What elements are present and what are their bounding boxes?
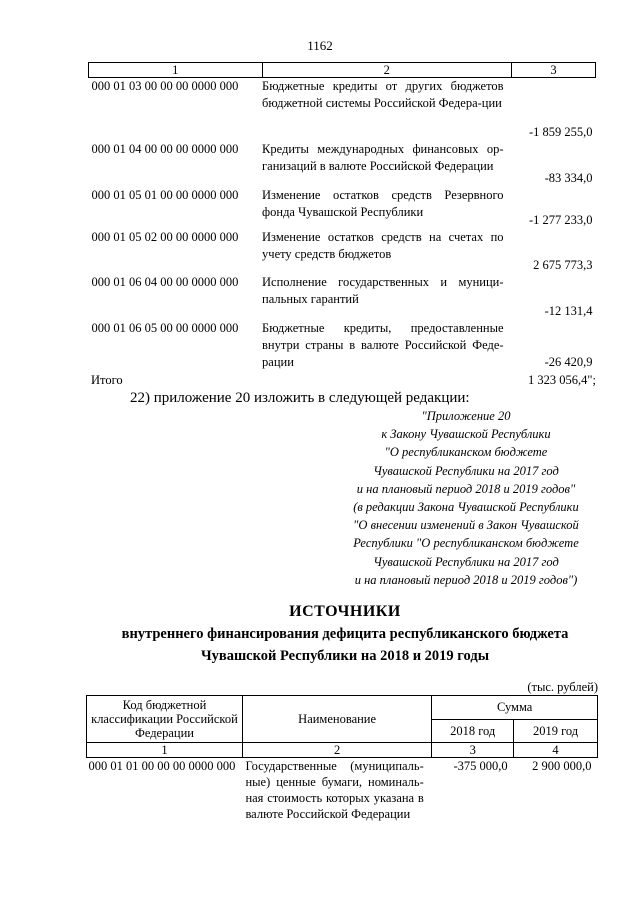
- table-row: [89, 78, 596, 141]
- budget-code: 000 01 06 04 00 00 0000 000: [91, 274, 239, 289]
- item-amount: -1 859 255,0: [528, 124, 593, 139]
- table-row: [89, 320, 596, 371]
- total-label: Итого: [91, 373, 123, 387]
- sources-header-row: [87, 696, 598, 720]
- header-sum: Сумма: [432, 696, 598, 720]
- table-row: [87, 758, 598, 823]
- amendment-instruction: 22) приложение 20 изложить в следующей редакции:: [130, 390, 470, 406]
- budget-code: 000 01 04 00 00 00 0000 000: [91, 141, 239, 156]
- item-name: Изменение остатков средств на счетах по учету средств бюджетов: [262, 229, 504, 261]
- appendix-line: "О внесении изменений в Закон Чувашской: [353, 518, 579, 533]
- header-year-2019: 2019 год: [514, 719, 598, 743]
- item-name: Кредиты международных финансовых ор-ганизаций в валюте Российской Федерации: [262, 141, 504, 173]
- budget-code: 000 01 05 02 00 00 0000 000: [91, 229, 239, 244]
- budget-code: 000 01 05 01 00 00 0000 000: [91, 187, 239, 202]
- appendix-line: Чувашской Республики на 2017 год: [373, 463, 559, 478]
- page-number: 1162: [307, 38, 333, 53]
- column-number-3: 3: [432, 743, 514, 758]
- appendix-line: Республики "О республиканском бюджете: [353, 536, 579, 551]
- amount-2019: 2 900 000,0: [532, 759, 592, 773]
- item-name: Исполнение государственных и муници-пальных гарантий: [262, 274, 504, 306]
- appendix-line: "Приложение 20: [421, 409, 511, 423]
- budget-code: 000 01 06 05 00 00 0000 000: [91, 320, 239, 335]
- appendix-line: к Закону Чувашской Республики: [381, 427, 551, 442]
- item-amount: -83 334,0: [544, 170, 593, 185]
- budget-code: 000 01 01 00 00 00 0000 000: [88, 759, 236, 773]
- item-amount: -1 277 233,0: [528, 212, 593, 227]
- column-number-4: 4: [514, 743, 598, 758]
- item-amount: -26 420,9: [544, 354, 593, 369]
- item-name: Государственные (муниципаль-ные) ценные бумаги, номиналь-ная стоимость которых указана в валюте Российской Федерации: [245, 759, 424, 821]
- table-row: [89, 141, 596, 187]
- table-row: [89, 274, 596, 320]
- item-amount: -12 131,4: [544, 303, 593, 318]
- section-subtitle-years: Чувашской Республики на 2018 и 2019 годы: [200, 648, 490, 664]
- column-number-2: 2: [242, 743, 431, 758]
- column-number-2: 2: [262, 63, 512, 78]
- amount-2018: -375 000,0: [453, 759, 508, 773]
- sources-number-row: [87, 743, 598, 758]
- table-row: [89, 187, 596, 229]
- header-year-2018: 2018 год: [432, 719, 514, 743]
- units-label: (тыс. рублей): [527, 680, 598, 694]
- header-budget-code: Код бюджетной классификации Российской Федерации: [87, 696, 243, 743]
- header-name: Наименование: [242, 696, 431, 743]
- section-title: ИСТОЧНИКИ: [289, 603, 401, 620]
- item-name: Бюджетные кредиты от других бюджетов бюджетной системы Российской Федера-ции: [262, 79, 504, 110]
- budget-code: 000 01 03 00 00 00 0000 000: [91, 79, 239, 93]
- item-name: Бюджетные кредиты, предоставленные внутри страны в валюте Российской Феде-рации: [262, 320, 504, 369]
- item-name: Изменение остатков средств Резервного фонда Чувашской Республики: [262, 187, 504, 219]
- column-number-3: 3: [512, 63, 596, 78]
- top-table: [88, 62, 596, 371]
- table-row: [89, 229, 596, 274]
- appendix-line: Чувашской Республики на 2017 год: [373, 554, 559, 569]
- appendix-line: (в редакции Закона Чувашской Республики: [353, 500, 579, 515]
- appendix-line: и на плановый период 2018 и 2019 годов"): [354, 572, 578, 587]
- appendix-line: и на плановый период 2018 и 2019 годов": [356, 481, 576, 496]
- column-number-1: 1: [87, 743, 243, 758]
- appendix-reference: [330, 407, 602, 589]
- total-value: 1 323 056,4";: [528, 373, 596, 387]
- column-number-1: 1: [89, 63, 263, 78]
- appendix-line: "О республиканском бюджете: [384, 445, 548, 460]
- section-subtitle: внутреннего финансирования дефицита республиканского бюджета: [121, 626, 569, 642]
- sources-table: [86, 695, 598, 822]
- item-amount: 2 675 773,3: [533, 257, 593, 272]
- top-table-header-row: [89, 63, 596, 78]
